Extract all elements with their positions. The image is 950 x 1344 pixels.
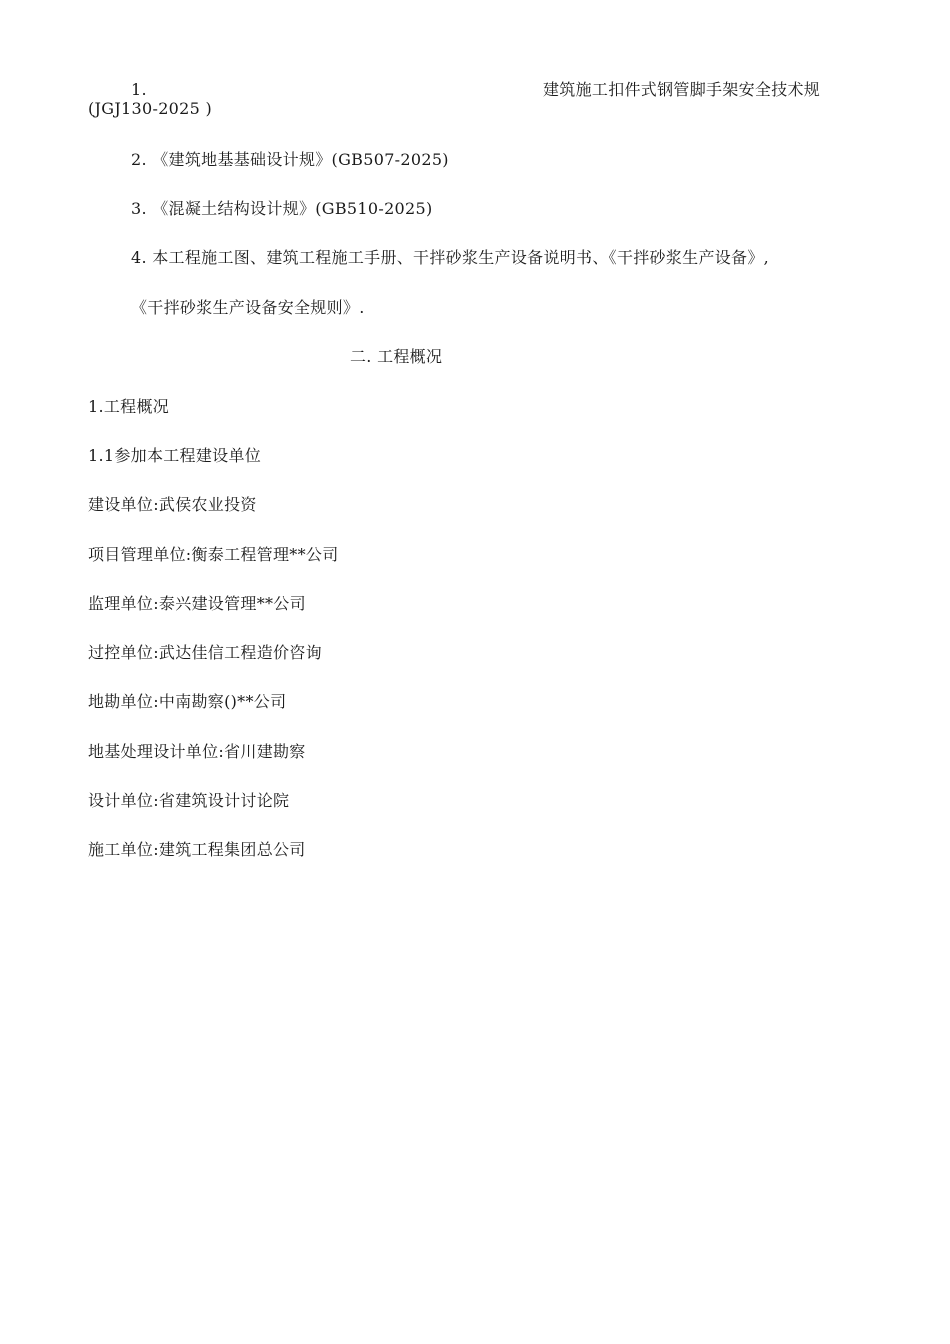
reference-1-number: 1. <box>131 80 147 99</box>
unit-line-survey: 地勘单位:中南勘察()**公司 <box>88 692 287 711</box>
reference-4: 4. 本工程施工图、建筑工程施工手册、干拌砂浆生产设备说明书、《干拌砂浆生产设备》, <box>131 248 770 267</box>
unit-line-supervision: 监理单位:泰兴建设管理**公司 <box>88 594 306 613</box>
reference-4-continuation: 《干拌砂浆生产设备安全规则》. <box>131 298 365 317</box>
reference-1-code: (JGJ130-2025 ) <box>88 99 213 118</box>
unit-line-process-control: 过控单位:武达佳信工程造价咨询 <box>88 643 322 662</box>
unit-line-design: 设计单位:省建筑设计讨论院 <box>88 791 290 810</box>
unit-line-foundation-design: 地基处理设计单位:省川建勘察 <box>88 742 306 761</box>
unit-line-project-management: 项目管理单位:衡泰工程管理**公司 <box>88 545 339 564</box>
subsection-heading-1-1: 1.1参加本工程建设单位 <box>88 446 262 465</box>
reference-3: 3. 《混凝土结构设计规》(GB510-2025) <box>131 199 433 218</box>
subsection-heading: 1.工程概况 <box>88 397 170 416</box>
unit-line-contractor: 施工单位:建筑工程集团总公司 <box>88 840 306 859</box>
section-heading: 二. 工程概况 <box>350 347 443 366</box>
reference-2: 2. 《建筑地基基础设计规》(GB507-2025) <box>131 150 449 169</box>
reference-1-title: 建筑施工扣件式钢管脚手架安全技术规 <box>543 80 821 99</box>
unit-line-construction: 建设单位:武侯农业投资 <box>88 495 257 514</box>
